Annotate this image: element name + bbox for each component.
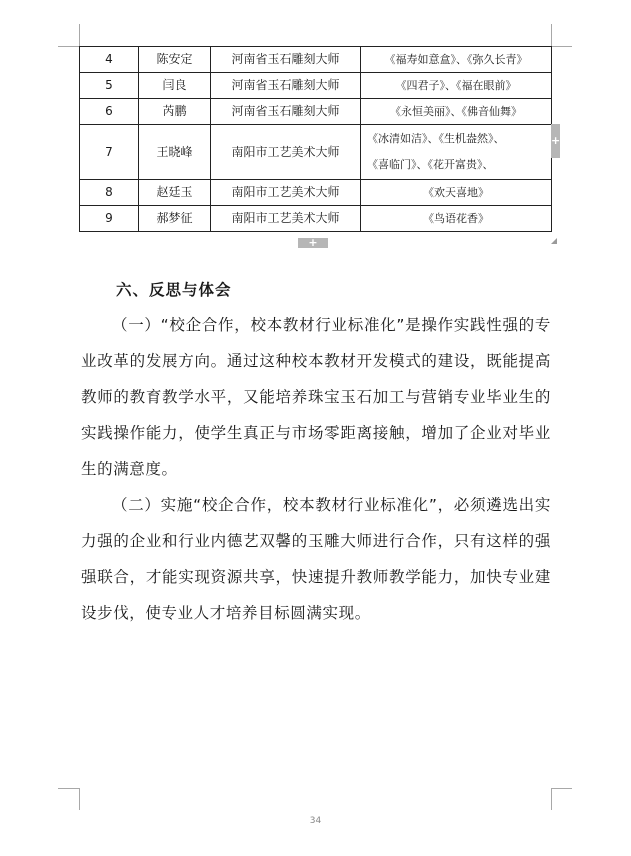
table-row — [80, 73, 552, 99]
works-line: 《福寿如意盒》、《弥久长青》 — [384, 53, 528, 66]
table-row — [80, 180, 552, 206]
cell-works — [361, 125, 552, 180]
table-row — [80, 125, 552, 180]
paragraph-2: （二）实施“校企合作，校本教材行业标准化”，必须遴选出实力强的企业和行业内德艺双馨的玉雕大师进行合作，只有这样的强强联合，才能实现资源共享，快速提升教师教学能力，加快专业建设步伐，使专业人才培养目标圆满实现。 — [81, 496, 551, 622]
cell-title: 河南省玉石雕刻大师 — [211, 47, 361, 73]
masters-table-body — [80, 47, 552, 232]
crop-mark-top-left — [58, 46, 79, 47]
cell-name: 赵廷玉 — [139, 180, 211, 206]
cell-name: 芮鹏 — [139, 99, 211, 125]
cell-name: 闫良 — [139, 73, 211, 99]
crop-mark-bottom-right — [551, 788, 552, 810]
cell-number: 7 — [80, 125, 139, 180]
works-line: 《冰清如洁》、《生机盎然》、 — [367, 132, 505, 145]
crop-mark-top-right — [551, 24, 552, 46]
section-heading: 六、反思与体会 — [116, 281, 232, 299]
works-line: 《永恒美丽》、《佛音仙舞》 — [390, 105, 522, 118]
works-line: 《四君子》、《福在眼前》 — [395, 79, 517, 92]
cell-works — [361, 73, 552, 99]
cell-title: 南阳市工艺美术大师 — [211, 206, 361, 232]
add-row-handle[interactable]: + — [298, 238, 328, 248]
cell-works — [361, 180, 552, 206]
works-line: 《鸟语花香》 — [423, 212, 489, 225]
table-row — [80, 47, 552, 73]
add-column-handle[interactable]: + — [551, 124, 560, 158]
cell-name: 陈安定 — [139, 47, 211, 73]
crop-mark-top-right — [551, 46, 572, 47]
crop-mark-bottom-right — [551, 788, 572, 789]
cell-name: 王晓峰 — [139, 125, 211, 180]
page-number: 34 — [309, 816, 322, 826]
crop-mark-bottom-left — [79, 788, 80, 810]
cell-number: 8 — [80, 180, 139, 206]
cell-works — [361, 206, 552, 232]
cell-number: 6 — [80, 99, 139, 125]
works-line: 《欢天喜地》 — [423, 186, 489, 199]
cell-number: 5 — [80, 73, 139, 99]
cell-works — [361, 47, 552, 73]
cell-number: 9 — [80, 206, 139, 232]
cell-title: 河南省玉石雕刻大师 — [211, 73, 361, 99]
cell-title: 南阳市工艺美术大师 — [211, 125, 361, 180]
cell-works — [361, 99, 552, 125]
cell-title: 南阳市工艺美术大师 — [211, 180, 361, 206]
crop-mark-bottom-left — [58, 788, 79, 789]
works-line: 《喜临门》、《花开富贵》、 — [367, 158, 494, 171]
paragraph-1: （一）“校企合作，校本教材行业标准化”是操作实践性强的专业改革的发展方向。通过这种校本教材开发模式的建设，既能提高教师的教育教学水平，又能培养珠宝玉石加工与营销专业毕业生的实践操作能力，使学生真正与市场零距离接触，增加了企业对毕业生的满意度。 — [81, 316, 551, 478]
table-row — [80, 99, 552, 125]
table-resize-handle[interactable] — [551, 238, 557, 244]
crop-mark-top-left — [79, 24, 80, 46]
cell-number: 4 — [80, 47, 139, 73]
cell-name: 郝梦征 — [139, 206, 211, 232]
masters-table — [79, 46, 552, 232]
cell-title: 河南省玉石雕刻大师 — [211, 99, 361, 125]
table-row — [80, 206, 552, 232]
